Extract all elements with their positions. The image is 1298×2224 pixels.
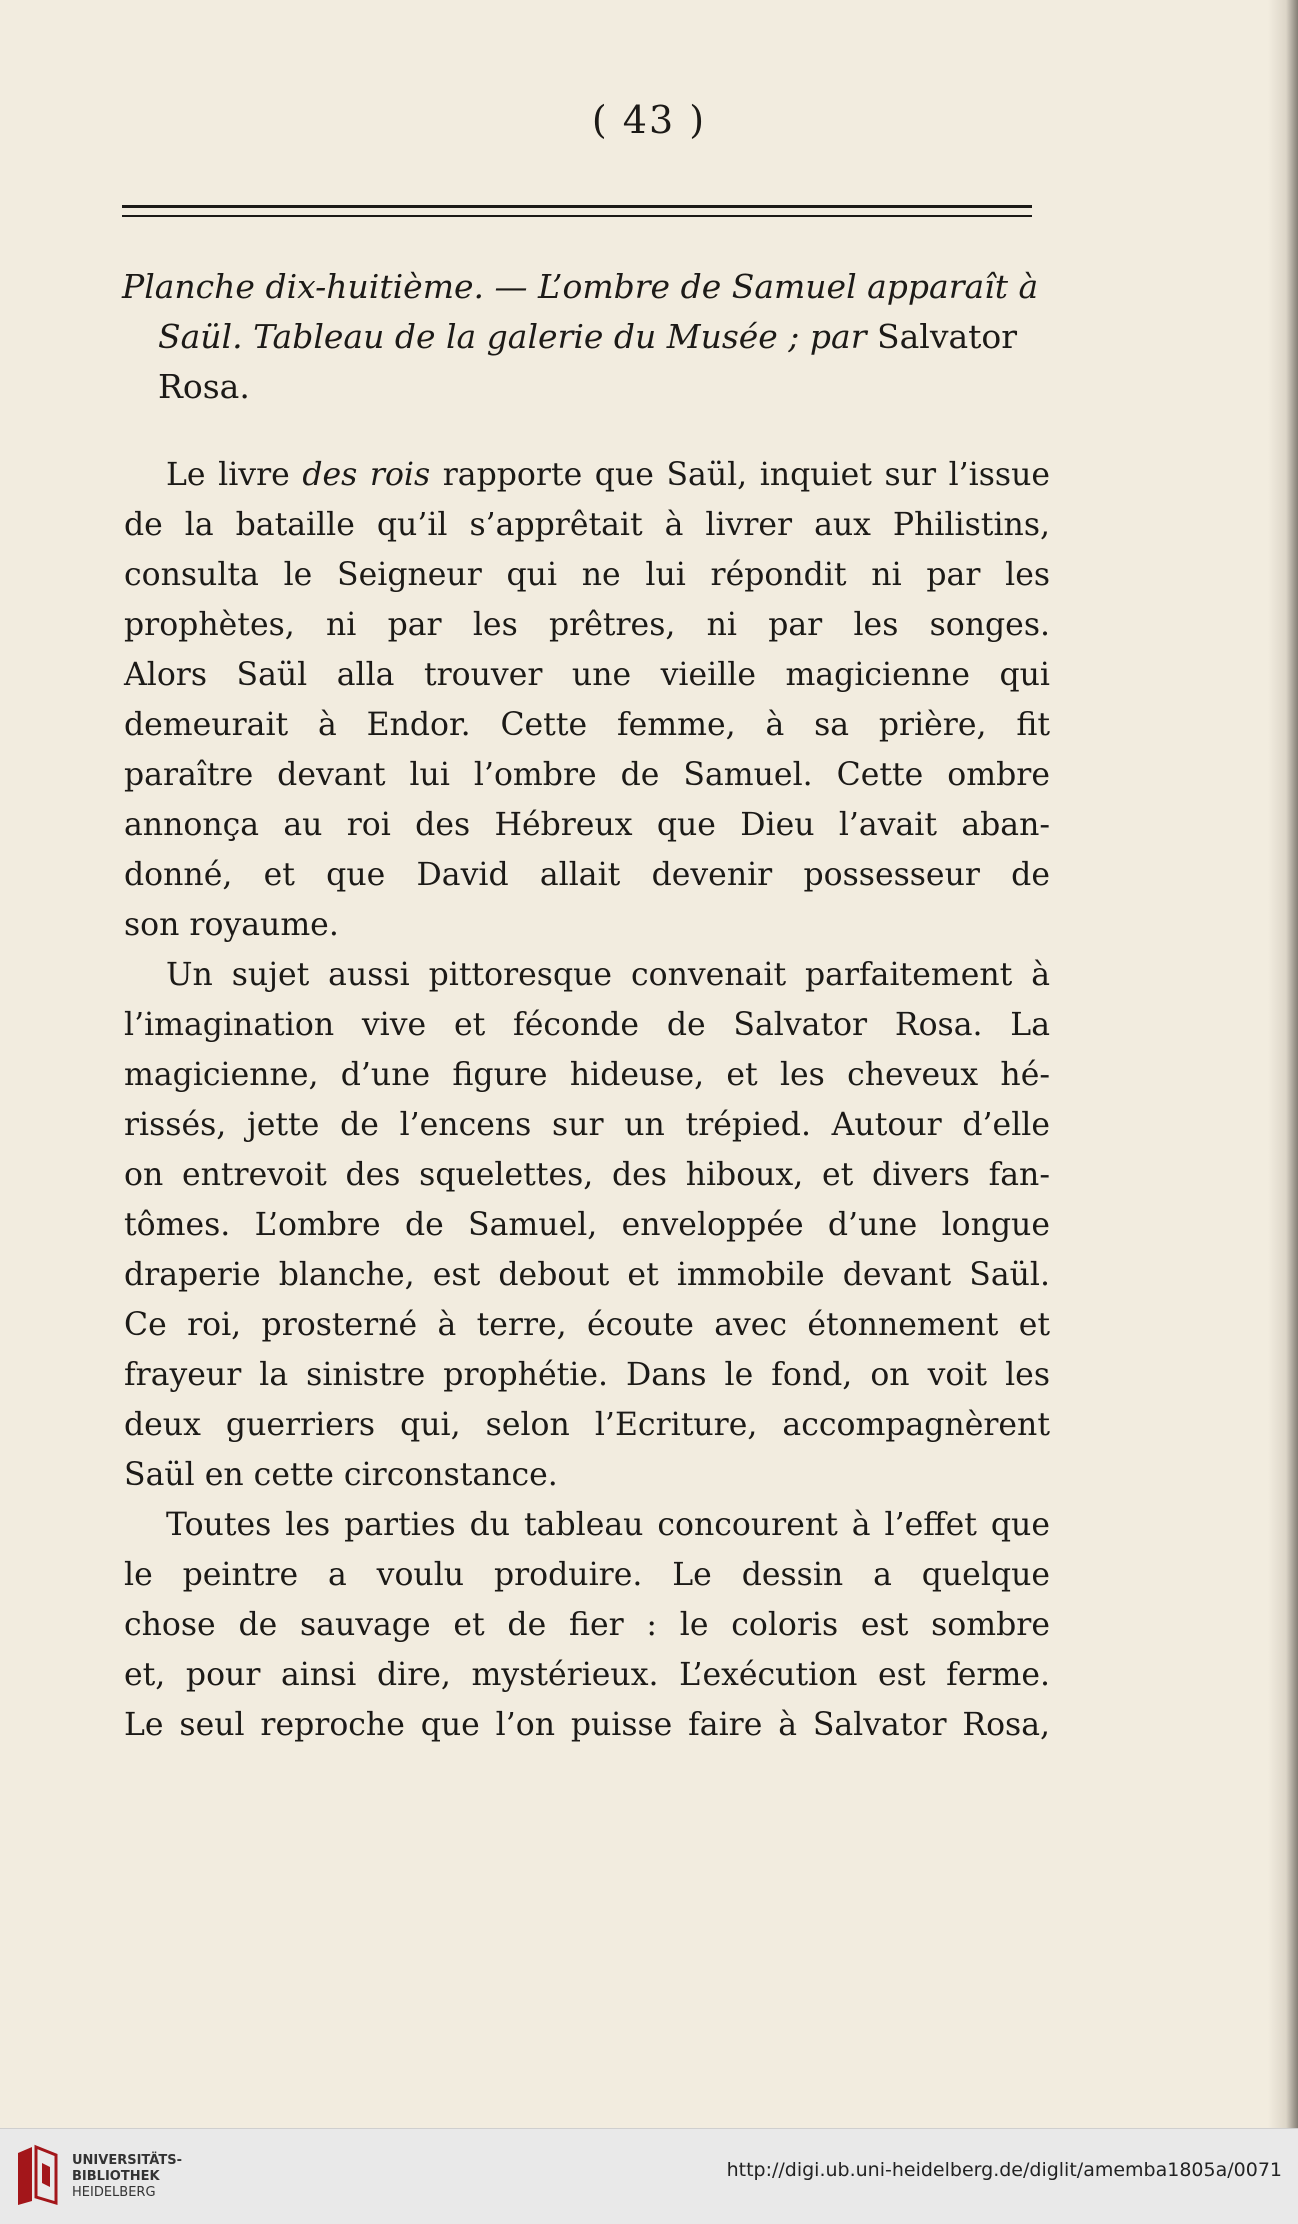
paragraph-2-line: on entrevoit des squelettes, des hiboux, et divers fan- xyxy=(124,1157,1050,1193)
viewer-footer xyxy=(0,2128,1298,2224)
paragraph-1-line: consulta le Seigneur qui ne lui répondit ni par les xyxy=(124,557,1050,593)
paragraph-2-line: draperie blanche, est debout et immobile devant Saül. xyxy=(124,1257,1050,1293)
title-line-2: Saül. Tableau de la galerie du Musée ; par Salvator xyxy=(158,317,1018,356)
title-line-1: Planche dix-huitième. — L’ombre de Samuel apparaît à xyxy=(122,267,1039,306)
paragraph-2-line: magicienne, d’une figure hideuse, et les cheveux hé- xyxy=(124,1057,1050,1093)
page-number: ( 43 ) xyxy=(591,98,707,142)
paragraph-1-line: de la bataille qu’il s’apprêtait à livrer aux Philistins, xyxy=(124,507,1050,543)
library-name-line-1: UNIVERSITÄTS- xyxy=(72,2153,182,2168)
paragraph-2-line: Ce roi, prosterné à terre, écoute avec étonnement et xyxy=(124,1307,1050,1343)
paragraph-2-line: l’imagination vive et féconde de Salvator Rosa. La xyxy=(124,1007,1050,1043)
paragraph-3-line: Toutes les parties du tableau concourent à l’effet que xyxy=(166,1507,1050,1543)
paragraph-3-line: le peintre a voulu produire. Le dessin a quelque xyxy=(124,1557,1050,1593)
library-name xyxy=(72,2153,182,2201)
source-url-link[interactable]: http://digi.ub.uni-heidelberg.de/diglit/amemba1805a/0071 xyxy=(726,2159,1282,2181)
header-rule xyxy=(122,205,1032,208)
paragraph-1-line: Le livre des rois rapporte que Saül, inquiet sur l’issue xyxy=(166,457,1051,493)
header-rule-thin xyxy=(122,215,1032,217)
paragraph-2-line: Saül en cette circonstance. xyxy=(124,1457,558,1493)
heidelberg-library-logo-icon xyxy=(12,2143,62,2209)
title-line-3: Rosa. xyxy=(158,367,250,406)
paragraph-1-line: demeurait à Endor. Cette femme, à sa prière, fit xyxy=(124,707,1050,743)
paragraph-2-line: deux guerriers qui, selon l’Ecriture, accompagnèrent xyxy=(124,1407,1050,1443)
paragraph-3-line: Le seul reproche que l’on puisse faire à Salvator Rosa, xyxy=(124,1707,1050,1743)
paragraph-1-line: Alors Saül alla trouver une vieille magicienne qui xyxy=(124,657,1050,693)
paragraph-3-line: chose de sauvage et de fier : le coloris est sombre xyxy=(124,1607,1050,1643)
page-edge-shadow xyxy=(1268,0,1298,2128)
paragraph-1-line: paraître devant lui l’ombre de Samuel. Cette ombre xyxy=(124,757,1050,793)
plate-title xyxy=(122,262,1052,412)
paragraph-1-line: annonça au roi des Hébreux que Dieu l’avait aban- xyxy=(124,807,1050,843)
paragraph-3-line: et, pour ainsi dire, mystérieux. L’exécution est ferme. xyxy=(124,1657,1050,1693)
paragraph-1-line: prophètes, ni par les prêtres, ni par les songes. xyxy=(124,607,1050,643)
paragraph-1-line: donné, et que David allait devenir possesseur de xyxy=(124,857,1050,893)
paragraph-2-line: Un sujet aussi pittoresque convenait parfaitement à xyxy=(166,957,1050,993)
paragraph-1-line: son royaume. xyxy=(124,907,339,943)
paragraph-2-line: tômes. L’ombre de Samuel, enveloppée d’une longue xyxy=(124,1207,1050,1243)
paragraph-2-line: frayeur la sinistre prophétie. Dans le fond, on voit les xyxy=(124,1357,1050,1393)
paragraph-2-line: rissés, jette de l’encens sur un trépied. Autour d’elle xyxy=(124,1107,1050,1143)
library-name-line-3: HEIDELBERG xyxy=(72,2185,156,2200)
library-name-line-2: BIBLIOTHEK xyxy=(72,2169,160,2184)
body-text xyxy=(124,450,1050,1750)
